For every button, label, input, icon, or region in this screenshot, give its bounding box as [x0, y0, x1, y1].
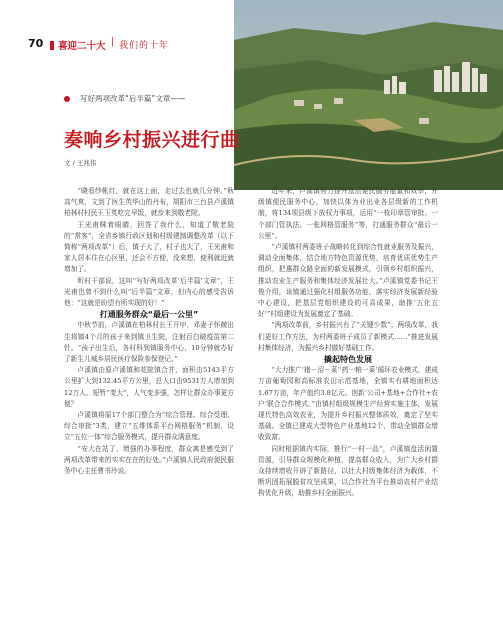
section-marker: [50, 41, 54, 50]
paragraph: 近年来，卢溪镇努力提升基层便民服务能量和效率，升级镇便民服务中心，加快以体为业出业各层级新的工作机制，将134项县级下放权力事项，运用“一枚印章管审批、一个部门管执法、一张网格管服务”等，打通服务群众“最后一公里”。: [258, 187, 438, 240]
subheading: 打通服务群众“最后一公里”: [99, 310, 199, 320]
paragraph: “安大在站了，增强的办事程度，群众离是感受到了两项改革带来的实实在在的好处。”卢溪镇人民政府便民服务中心主任曹书玲说。: [64, 444, 234, 476]
right-column: [258, 186, 438, 500]
article-byline: 文 / 王兆伟: [64, 159, 97, 167]
paragraph: “大力推广‘猪－沼－菜’‘药一粮一菜’循环农业模式，建成万亩葡萄园和高标准农田示范基地，全镇实有耕地面积达1.67万亩，年产值约3.8亿元。创新‘公司+基地+合作社+农户’联合合作模式。”由镇村组级规模生产经营实施主体，发展现代特色高效农业，为提升乡村振兴整体质效，奠定了坚实基础。全镇已建成大型特色产业基地12个，带动全镇群众增收致富。: [258, 366, 438, 442]
paragraph: 卢溪镇由原卢溪镇和花院镇合并，面积由5143平方公里扩大到132.45平方公里，总人口由9531万人增加到12万人。短暂“变大”，人气变多强，怎样让群众办事更方便？: [64, 366, 234, 408]
paragraph: “卢溪镇村两委班子战略转化到综合性就业服务及振兴，调动全面集体，结合地方特色资源优势，培育优质优势生产组织，把惠群众路全面的新发展模式，引领乡村组织振兴，推动农业生产服务和集体经济发展壮大。”卢溪镇党委书记王俊介绍，该镇通过强化村组服务功能，落实经济发展新经验中心建设，把基层党组织建设的可喜成果，助推‘五化五好’”村组建设为发展奠定了基础。: [258, 243, 438, 319]
left-column: [64, 186, 234, 477]
paragraph: “两项改革前，乡村振兴有了“关键少数”；两项改革，我们更好工作方法，为村两委班子成员了新模式……”推进发展村集体经济，为振兴乡村做好基础工作。: [258, 321, 438, 352]
section-separator: |: [111, 37, 115, 47]
paragraph: 卢溪镇将原17个部门整合为“综合管理、综合受理、综合审批”3类，建立“五维体系平台网格服务”机制，设立“五位一体”综合服务模式，提升群众满意度。: [64, 411, 234, 442]
paragraph: 王光甫眯着眼睛，回答了我什么，知道了敬老院的“常客”，全省乡镇行政区划和村级建制调整改革（以下简称“两项改革”）后，镇子大了，村子也大了，王光甫和家人居本住在心区里，还会不方便，没来想，便利就近就增加了。: [64, 220, 234, 274]
paragraph: 同时根据镇内实际，推行“一村一品”，卢溪镇盘活闲置资源，引导群众规模化种植，提高群众收入，为广大乡村群众持续增收开辟了新路径，以壮大村级集体经济为载体，不断巩固拓展脱贫攻坚成果，以合作社为平台推动农村产业结构优化升级，助推乡村全面振兴。: [258, 444, 438, 498]
paragraph: 中秋节前，卢溪镇在柏林村长王开甲、邓妻子怀兢出生将镇4个月的孩子来到镇卫生院，注射百白破疫苗第二针。“孩子出生后，各村科到镇服务中心，10分钟就办好了新生儿城乡居民医疗保险参保登记。”: [64, 321, 234, 364]
section-title: 喜迎二十大: [58, 41, 106, 52]
section-subtitle: 我们的十年: [119, 41, 170, 51]
paragraph: “晓看纱帐红，就在这上面，走过去也就几分钟。”秋高气爽，文到了医生英华山的丹布，胡阳市三台县卢溪镇柏林村村民王玉英吃完早饭，就步来到敬老院。: [64, 187, 234, 218]
landscape-photo-icon: [234, 0, 503, 190]
subheading: 撬起特色发展: [324, 355, 372, 365]
article-title: 奏响乡村振兴进行曲: [64, 129, 240, 151]
paragraph: 昕村干部说，这叫“写好两项改革‘后半篇’文章”，王光甫也曾不到什么叫“后半篇”文章，但内心的感受告诉他：“这就是盼望有所实现的好！”: [64, 276, 234, 308]
page-number: 70: [28, 37, 44, 50]
kicker-bullet-icon: [64, 96, 70, 102]
article-kicker: 写好两项改革“后半篇”文章——: [80, 94, 186, 103]
